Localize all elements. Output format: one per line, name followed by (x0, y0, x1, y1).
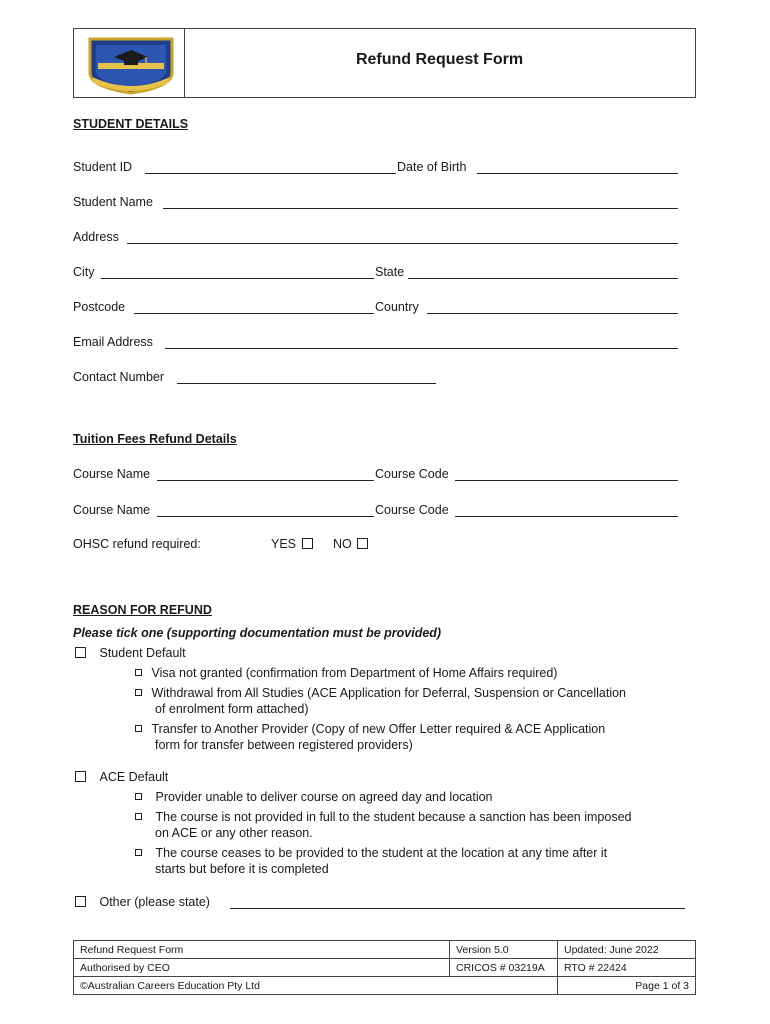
ohsc-no-checkbox[interactable] (357, 538, 368, 549)
reason-heading: REASON FOR REFUND (73, 603, 212, 617)
ace-item-ceases (135, 845, 607, 861)
address-field[interactable] (127, 243, 678, 244)
sd-item-withdrawal (135, 685, 626, 701)
student-default-option (75, 645, 186, 661)
email-field[interactable] (165, 348, 678, 349)
student-id-label: Student ID (73, 160, 133, 174)
ace-item-unable-checkbox[interactable] (135, 793, 142, 800)
other-label: Other (please state) (99, 895, 210, 909)
other-option (75, 894, 210, 910)
footer-rto: RTO # 22424 (558, 959, 696, 977)
sd-item-visa-text: Visa not granted (confirmation from Department of Home Affairs required) (151, 666, 558, 680)
student-id-field[interactable] (145, 173, 396, 174)
australian-careers-education-logo (84, 33, 178, 95)
city-label: City (73, 265, 95, 279)
email-label: Email Address (73, 335, 153, 349)
ace-item-sanction-checkbox[interactable] (135, 813, 142, 820)
sd-item-transfer-text: Transfer to Another Provider (Copy of new Offer Letter required & ACE Application (151, 722, 606, 736)
ace-default-checkbox[interactable] (75, 771, 86, 782)
ace-default-option (75, 769, 168, 785)
ace-item-ceases-text-2: starts but before it is completed (155, 862, 329, 876)
sd-item-visa (135, 665, 557, 681)
form-title: Refund Request Form (355, 51, 524, 68)
student-details-heading: STUDENT DETAILS (73, 117, 189, 131)
sd-item-transfer-checkbox[interactable] (135, 725, 142, 732)
ace-default-label: ACE Default (99, 770, 169, 784)
student-default-label: Student Default (99, 646, 186, 660)
footer-authorised: Authorised by CEO (74, 959, 450, 977)
state-field[interactable] (408, 278, 678, 279)
ohsc-yes-label: YES (271, 537, 297, 551)
ace-item-ceases-text: The course ceases to be provided to the student at the location at any time after it (155, 846, 608, 860)
ace-item-unable (135, 789, 493, 805)
footer-page-number: Page 1 of 3 (558, 977, 696, 995)
ohsc-no-option (333, 537, 368, 551)
state-label: State (375, 265, 405, 279)
course-code-label-1: Course Code (375, 467, 449, 481)
footer-copyright: ©Australian Careers Education Pty Ltd (74, 977, 558, 995)
postcode-label: Postcode (73, 300, 126, 314)
student-name-field[interactable] (163, 208, 678, 209)
tuition-heading: Tuition Fees Refund Details (73, 432, 237, 446)
city-field[interactable] (101, 278, 374, 279)
sd-item-transfer (135, 721, 605, 737)
postcode-field[interactable] (134, 313, 374, 314)
country-label: Country (375, 300, 419, 314)
course-code-field-1[interactable] (455, 480, 678, 481)
country-field[interactable] (427, 313, 678, 314)
ohsc-label: OHSC refund required: (73, 537, 201, 551)
ace-item-sanction-text: The course is not provided in full to the student because a sanction has been imposed (155, 810, 632, 824)
course-code-label-2: Course Code (375, 503, 449, 517)
form-header (73, 28, 696, 98)
address-label: Address (73, 230, 119, 244)
footer-form-name: Refund Request Form (74, 941, 450, 959)
dob-field[interactable] (477, 173, 678, 174)
ace-item-unable-text: Provider unable to deliver course on agreed day and location (155, 790, 493, 804)
student-name-label: Student Name (73, 195, 153, 209)
ace-item-sanction-text-2: on ACE or any other reason. (155, 826, 313, 840)
contact-number-field[interactable] (177, 383, 436, 384)
ace-item-ceases-checkbox[interactable] (135, 849, 142, 856)
course-name-field-1[interactable] (157, 480, 374, 481)
ohsc-no-label: NO (333, 537, 352, 551)
footer-cricos: CRICOS # 03219A (450, 959, 558, 977)
student-default-checkbox[interactable] (75, 647, 86, 658)
dob-label: Date of Birth (397, 160, 467, 174)
course-name-field-2[interactable] (157, 516, 374, 517)
course-code-field-2[interactable] (455, 516, 678, 517)
sd-item-withdrawal-text: Withdrawal from All Studies (ACE Application for Deferral, Suspension or Cancellation (151, 686, 627, 700)
footer-updated: Updated: June 2022 (558, 941, 696, 959)
sd-item-transfer-text-2: form for transfer between registered providers) (155, 738, 413, 752)
course-name-label-1: Course Name (73, 467, 151, 481)
sd-item-withdrawal-checkbox[interactable] (135, 689, 142, 696)
footer-table (73, 940, 696, 995)
ohsc-yes-option (271, 537, 313, 551)
contact-number-label: Contact Number (73, 370, 165, 384)
course-name-label-2: Course Name (73, 503, 151, 517)
footer-version: Version 5.0 (450, 941, 558, 959)
other-field[interactable] (230, 908, 685, 909)
ohsc-yes-checkbox[interactable] (302, 538, 313, 549)
sd-item-visa-checkbox[interactable] (135, 669, 142, 676)
sd-item-withdrawal-text-2: of enrolment form attached) (155, 702, 309, 716)
other-checkbox[interactable] (75, 896, 86, 907)
ace-item-sanction (135, 809, 631, 825)
reason-instruction: Please tick one (supporting documentation must be provided) (73, 626, 442, 640)
